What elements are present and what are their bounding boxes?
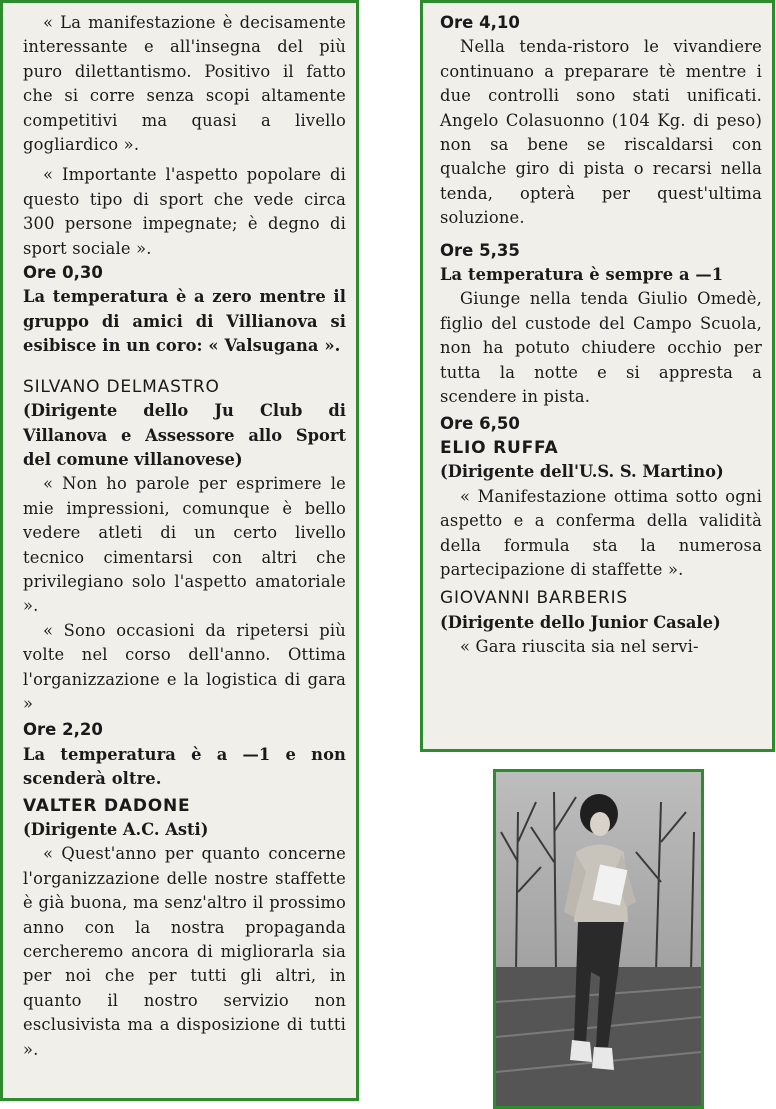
person-name: ELIO RUFFA bbox=[440, 437, 559, 458]
temperature-note: La temperatura è a —1 e non scenderà oltre. bbox=[23, 744, 346, 789]
temperature-note: La temperatura è a zero mentre il gruppo di amici di Villianova si esibisce in un coro: « Valsugana ». bbox=[23, 287, 346, 356]
temperature-note: La temperatura è sempre a —1 bbox=[440, 265, 724, 285]
runner-photo bbox=[493, 769, 704, 1109]
right-article-column bbox=[420, 0, 775, 752]
body-paragraph: Nella tenda-ristoro le vivandiere continuano a preparare tè mentre i due controlli sono stati unificati. Angelo Colasuonno (104 Kg. di peso) non sa bene se riscaldarsi con qualche giro di pista o recarsi nella tenda, opterà per quest'ultima soluzione. bbox=[440, 37, 762, 228]
person-name: VALTER DADONE bbox=[23, 795, 191, 816]
left-article-column bbox=[0, 0, 359, 1101]
time-heading: Ore 2,20 bbox=[23, 720, 103, 740]
quote-paragraph: « Importante l'aspetto popolare di questo tipo di sport che vede circa 300 persone impegnate; è degno di sport sociale ». bbox=[23, 165, 346, 258]
person-role: (Dirigente dello Ju Club di Villanova e Assessore allo Sport del comune villanovese) bbox=[23, 401, 346, 469]
person-name: SILVANO DELMASTRO bbox=[23, 376, 220, 397]
body-paragraph: Giunge nella tenda Giulio Omedè, figlio del custode del Campo Scuola, non ha potuto chiudere occhio per tutta la notte e si appresta a scendere in pista. bbox=[440, 289, 762, 407]
person-role: (Dirigente dell'U.S. S. Martino) bbox=[440, 462, 724, 482]
quote-paragraph: « Manifestazione ottima sotto ogni aspetto e a conferma della validità della formula sta la numerosa partecipazione di staffette ». bbox=[440, 486, 762, 579]
time-heading: Ore 6,50 bbox=[440, 413, 520, 433]
person-name: GIOVANNI BARBERIS bbox=[440, 588, 629, 609]
person-role: (Dirigente A.C. Asti) bbox=[23, 820, 209, 839]
time-heading: Ore 5,35 bbox=[440, 240, 520, 260]
time-heading: Ore 0,30 bbox=[23, 263, 103, 283]
person-role: (Dirigente dello Junior Casale) bbox=[440, 612, 721, 632]
quote-paragraph: « Non ho parole per esprimere le mie impressioni, comunque è bello vedere atleti di un certo livello tecnico cimentarsi con altri che privilegiano solo l'aspetto amatoriale ». bbox=[23, 474, 346, 616]
quote-paragraph: « Gara riuscita sia nel servi- bbox=[460, 637, 699, 657]
quote-paragraph: « Sono occasioni da ripetersi più volte nel corso dell'anno. Ottima l'organizzazione e la logistica di gara » bbox=[23, 620, 346, 713]
quote-paragraph: « La manifestazione è decisamente interessante e all'insegna del più puro dilettantismo. Positivo il fatto che si corre senza scopi altamente competitivi ma quasi a livello gogliardico ». bbox=[23, 13, 346, 155]
quote-paragraph: « Quest'anno per quanto concerne l'organizzazione delle nostre staffette è già buona, ma senz'altro il prossimo anno con la nostra propaganda cercheremo ancora di migliorarla sia per noi che per tutti gli altri, in quanto il nostro servizio non esclusivista ma a disposizione di tutti ». bbox=[23, 844, 346, 1059]
runner-photo-illustration bbox=[496, 772, 701, 1106]
time-heading: Ore 4,10 bbox=[440, 13, 520, 32]
